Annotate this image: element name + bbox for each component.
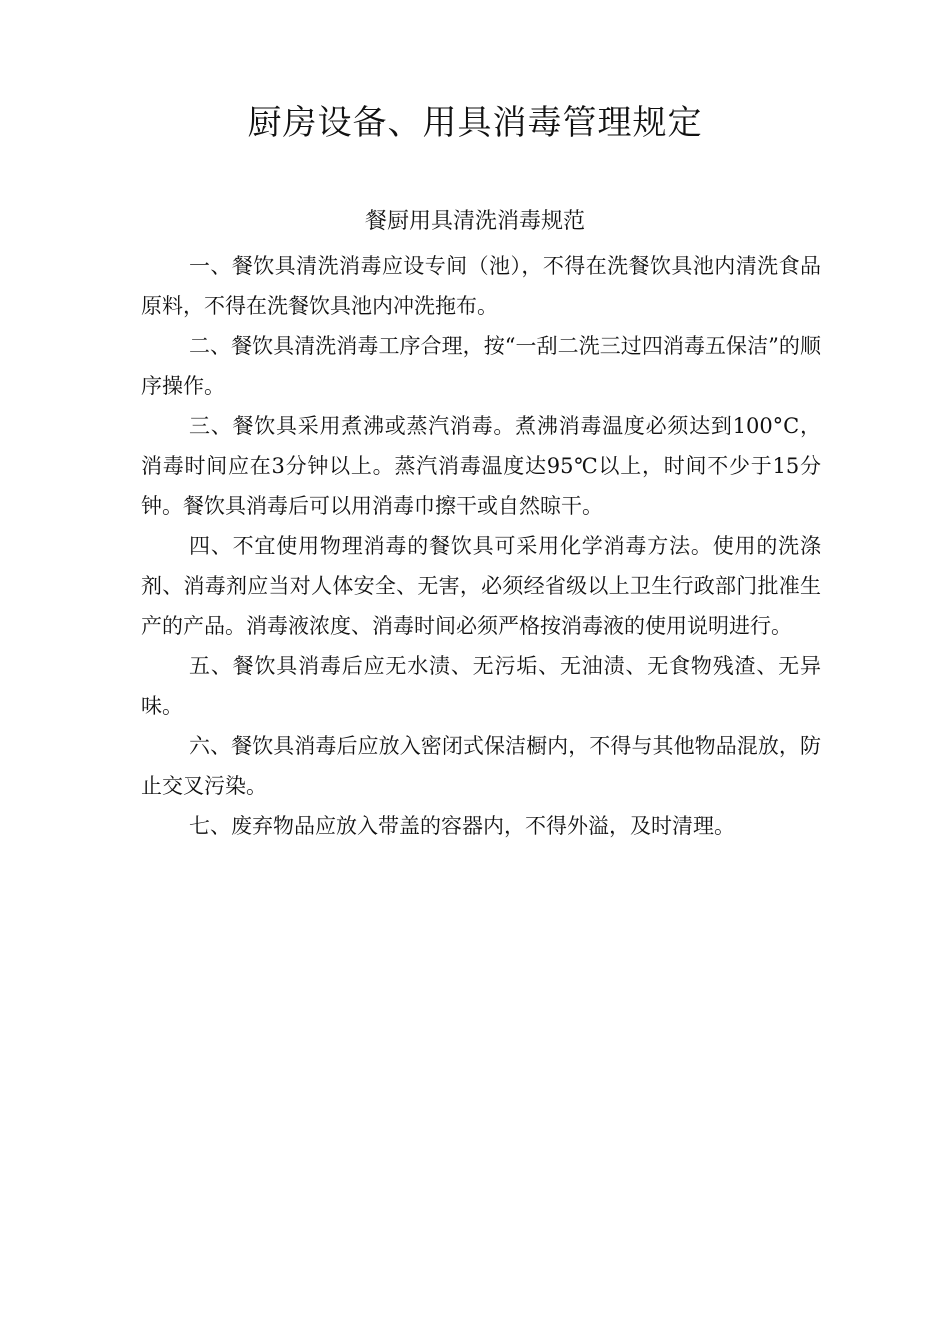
paragraph-2: 二、餐饮具清洗消毒工序合理，按“一刮二洗三过四消毒五保洁”的顺序操作。 — [141, 334, 821, 398]
paragraph-6: 六、餐饮具消毒后应放入密闭式保洁橱内，不得与其他物品混放，防止交叉污染。 — [141, 734, 821, 798]
paragraph-1: 一、餐饮具清洗消毒应设专间（池），不得在洗餐饮具池内清洗食品原料，不得在洗餐饮具池内冲洗拖布。 — [141, 254, 821, 318]
paragraph-4: 四、不宜使用物理消毒的餐饮具可采用化学消毒方法。使用的洗涤剂、消毒剂应当对人体安全、无害，必须经省级以上卫生行政部门批准生产的产品。消毒液浓度、消毒时间必须严格按消毒液的使用说明进行。 — [141, 534, 821, 638]
section-subtitle: 餐厨用具清洗消毒规范 — [364, 209, 585, 234]
paragraph-7: 七、废弃物品应放入带盖的容器内，不得外溢，及时清理。 — [189, 814, 735, 838]
document-body — [141, 246, 821, 846]
paragraph-5: 五、餐饮具消毒后应无水渍、无污垢、无油渍、无食物残渣、无异味。 — [141, 654, 821, 718]
document-title: 厨房设备、用具消毒管理规定 — [247, 103, 703, 143]
paragraph-3: 三、餐饮具采用煮沸或蒸汽消毒。煮沸消毒温度必须达到100°C，消毒时间应在3分钟以上。蒸汽消毒温度达95℃以上，时间不少于15分钟。餐饮具消毒后可以用消毒巾擦干或自然晾干。 — [141, 414, 821, 518]
